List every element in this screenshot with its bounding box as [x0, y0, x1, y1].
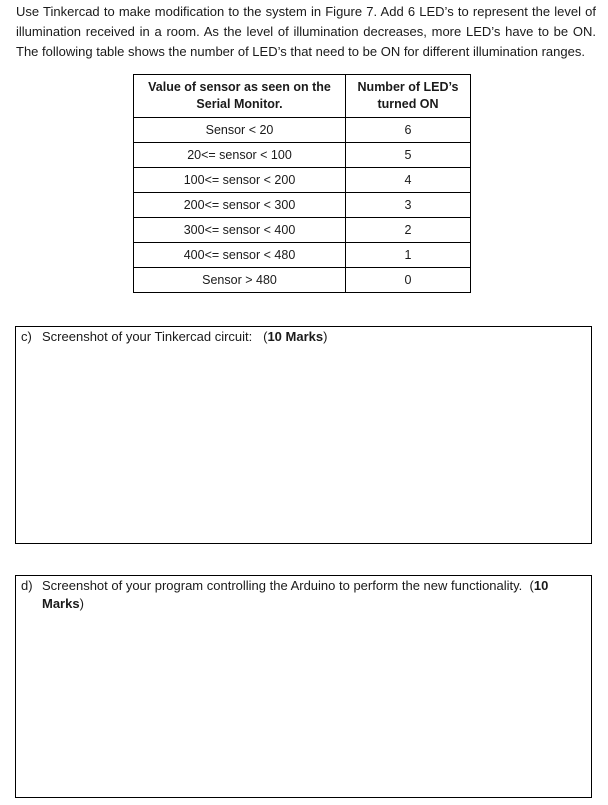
led-count-cell: 3	[346, 193, 471, 218]
table-row	[134, 193, 471, 218]
table-row	[134, 218, 471, 243]
question-letter: d)	[21, 578, 33, 593]
table-row	[134, 243, 471, 268]
question-c-label	[21, 328, 579, 346]
led-count-cell: 5	[346, 143, 471, 168]
led-count-cell: 0	[346, 268, 471, 293]
instructions-paragraph: Use Tinkercad to make modification to the system in Figure 7. Add 6 LED’s to represent the level of illumination received in a room. As the level of illumination decreases, more LED’s have to be ON. The following table shows the number of LED’s that need to be ON for different illumination ranges.	[16, 4, 596, 59]
marks-open-paren: (	[263, 329, 268, 344]
table-row	[134, 118, 471, 143]
question-prompt: Screenshot of your Tinkercad circuit:	[42, 329, 253, 344]
sensor-range-cell: Sensor < 20	[134, 118, 346, 143]
answer-box-c[interactable]	[15, 326, 592, 544]
header-sensor-value: Value of sensor as seen on the Serial Monitor.	[134, 75, 346, 118]
header-led-count: Number of LED’s turned ON	[346, 75, 471, 118]
marks-open-paren: (	[529, 578, 534, 593]
sensor-range-cell: 400<= sensor < 480	[134, 243, 346, 268]
marks-label: 10 Marks	[42, 578, 549, 611]
led-count-cell: 1	[346, 243, 471, 268]
table-row	[134, 168, 471, 193]
marks-label: 10 Marks	[267, 329, 324, 344]
table-header-row	[134, 75, 471, 118]
marks-close-paren: )	[79, 596, 84, 611]
sensor-range-cell: 300<= sensor < 400	[134, 218, 346, 243]
table-row	[134, 143, 471, 168]
led-count-cell: 2	[346, 218, 471, 243]
sensor-range-cell: Sensor > 480	[134, 268, 346, 293]
sensor-range-cell: 200<= sensor < 300	[134, 193, 346, 218]
question-text	[42, 328, 579, 346]
answer-box-d[interactable]	[15, 575, 592, 798]
question-d-label	[21, 577, 579, 613]
sensor-range-cell: 100<= sensor < 200	[134, 168, 346, 193]
question-prompt: Screenshot of your program controlling the Arduino to perform the new functionality.	[42, 578, 523, 593]
table-row	[134, 268, 471, 293]
marks-close-paren: )	[323, 329, 328, 344]
question-text	[42, 577, 579, 613]
question-letter: c)	[21, 329, 32, 344]
led-count-cell: 4	[346, 168, 471, 193]
led-count-cell: 6	[346, 118, 471, 143]
sensor-led-table	[133, 74, 471, 293]
sensor-range-cell: 20<= sensor < 100	[134, 143, 346, 168]
